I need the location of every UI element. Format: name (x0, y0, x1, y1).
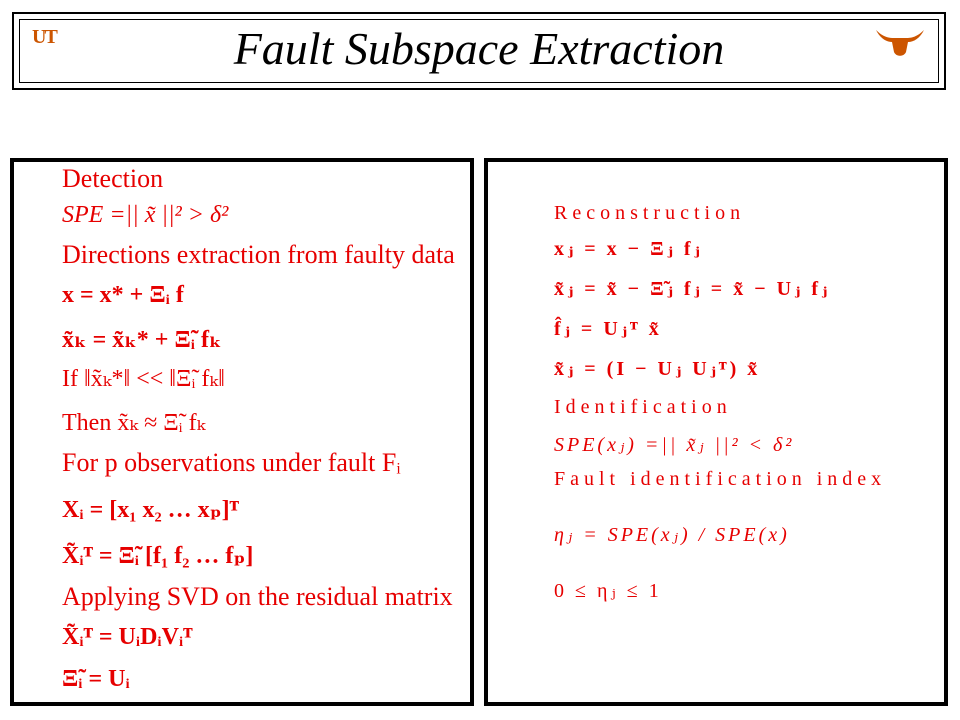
right-line-eta-eq: ηⱼ = SPE(xⱼ) / SPE(x) (554, 524, 790, 546)
left-line-svd: Applying SVD on the residual matrix (62, 582, 453, 611)
title-bar (12, 12, 946, 90)
ut-logo: UT (32, 26, 56, 48)
title-frame (19, 19, 939, 83)
left-line-if: If ‖x̃ₖ*‖ << ‖Ξ̃ᵢ fₖ‖ (62, 366, 225, 392)
left-line-directions: Directions extraction from faulty data (62, 240, 455, 269)
right-line-spe-xj: SPE(xⱼ) =|| x̃ⱼ ||² < δ² (554, 434, 795, 456)
right-line-eta-range: 0 ≤ ηⱼ ≤ 1 (554, 580, 662, 602)
left-line-svd-eq: X̃ᵢᵀ = UᵢDᵢVᵢᵀ (62, 624, 193, 650)
left-line-then: Then x̃ₖ ≈ Ξ̃ᵢ fₖ (62, 410, 206, 436)
left-line-for-p: For p observations under fault Fᵢ (62, 448, 401, 477)
left-line-xiT-eq: X̃ᵢᵀ = Ξ̃ᵢ [f₁ f₂ … fₚ] (62, 543, 254, 569)
left-line-x-eq: x = x* + Ξᵢ f (62, 282, 184, 308)
right-line-xj-tilde-eq: x̃ⱼ = x̃ − Ξ̃ⱼ fⱼ = x̃ − Uⱼ fⱼ (554, 278, 831, 300)
left-line-xi-matrix: Xᵢ = [x₁ x₂ … xₚ]ᵀ (62, 497, 239, 523)
left-line-spe: SPE =|| x̃ ||² > δ² (62, 202, 229, 228)
left-panel (10, 158, 474, 706)
left-line-detection: Detection (62, 164, 164, 193)
right-line-xj-eq: xⱼ = x − Ξⱼ fⱼ (554, 238, 703, 260)
right-line-fj-hat: f̂ⱼ = Uⱼᵀ x̃ (554, 318, 662, 340)
right-line-xj-proj: x̃ⱼ = (I − Uⱼ Uⱼᵀ) x̃ (554, 358, 761, 380)
right-panel (484, 158, 948, 706)
left-line-xi-u: Ξ̃ᵢ = Uᵢ (62, 666, 130, 692)
right-line-identification: Identification (554, 396, 732, 418)
left-line-xk-eq: x̃ₖ = x̃ₖ* + Ξ̃ᵢ fₖ (62, 327, 222, 353)
right-line-fault-index: Fault identification index (554, 468, 887, 490)
slide-title: Fault Subspace Extraction (233, 23, 725, 74)
right-line-reconstruction: Reconstruction (554, 202, 746, 224)
